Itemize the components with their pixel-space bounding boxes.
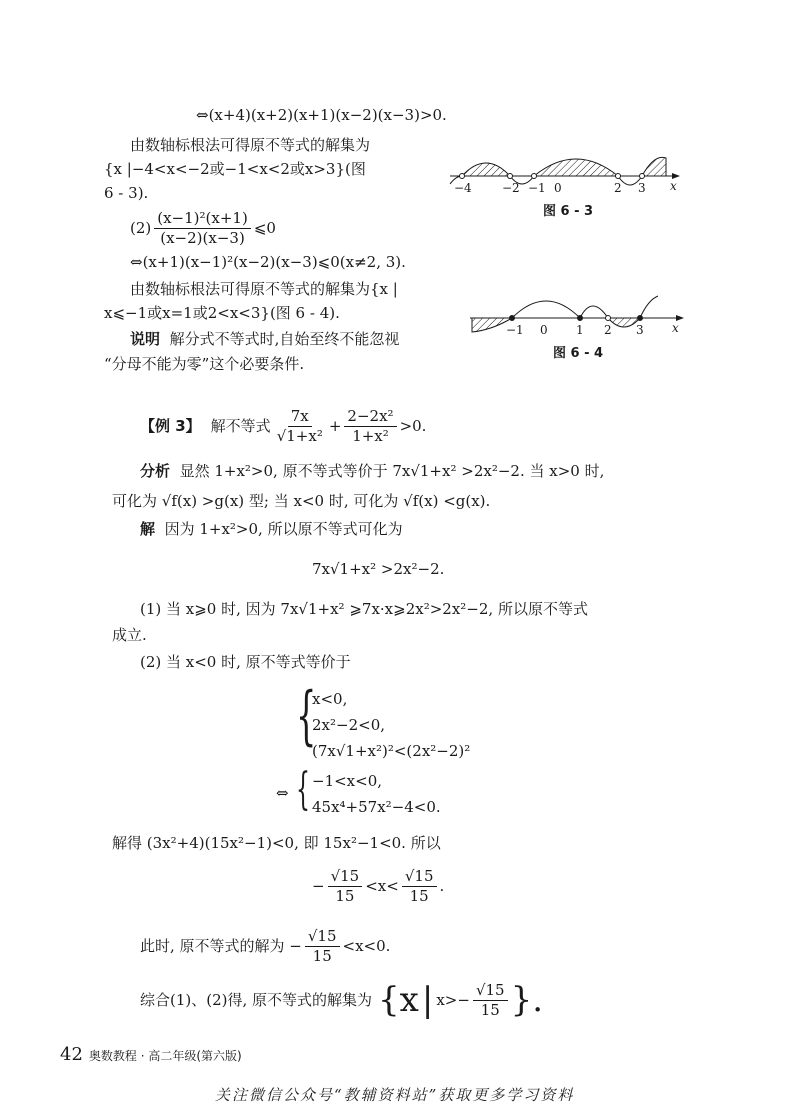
root-point [606,316,611,321]
figure-6-3 [448,148,688,198]
numerator: 2−2x² [344,408,396,427]
positive-region-hatch [534,159,618,176]
fraction [274,408,326,444]
tick-label: 3 [636,323,644,337]
figure-6-4 [468,290,693,340]
text-line: 6 - 3). [104,184,149,202]
figure-caption: 图 6 - 3 [543,204,594,219]
numerator: √15 [305,928,340,947]
curve-segment [640,296,658,318]
relation: <x<0. [342,937,391,955]
operator: + [328,417,342,435]
label: (2) [130,219,152,237]
text-line: “分母不能为零”这个必要条件. [104,355,305,373]
tick-label: 2 [604,323,612,337]
tick-label: −1 [506,323,524,337]
system-line: −1<x<0, [312,772,383,790]
fraction [154,210,251,246]
left-brace: { [296,679,317,753]
condition: x>− [436,991,470,1009]
curve-segment [580,306,608,318]
root-point [510,316,515,321]
numerator: √15 [473,982,508,1001]
root-point [578,316,583,321]
text-line: 由数轴标根法可得原不等式的解集为 [130,136,371,154]
analysis-text: 显然 1+x²>0, 原不等式等价于 7x√1+x² >2x²−2. 当 x>0 时, [179,462,605,480]
system-line: 45x⁴+57x²−4<0. [312,798,441,816]
analysis-line-1 [140,462,604,480]
denominator: 15 [335,886,355,905]
denominator: 15 [480,1000,500,1019]
period: . [439,877,445,895]
minus: − [312,877,325,895]
tick-label: 3 [638,181,646,195]
note-label: 说明 [130,330,161,348]
numerator: √15 [328,868,363,887]
numerator: (x−1)²(x+1) [154,210,251,229]
tick-label: −1 [528,181,546,195]
root-point [460,174,465,179]
tick-label: 1 [576,323,584,337]
system-line: x<0, [312,690,348,708]
root-point [616,174,621,179]
fraction [473,982,508,1018]
fraction [305,928,340,964]
root-point [532,174,537,179]
example-3-statement [140,408,426,444]
fraction [328,868,363,904]
fraction [344,408,396,444]
tick-label: −2 [502,181,520,195]
set-open: {x [378,980,419,1020]
denominator: (x−2)(x−3) [160,228,245,247]
set-bar: | [421,980,434,1020]
example-lead: 解不等式 [210,417,271,435]
case-2-line: (2) 当 x<0 时, 原不等式等价于 [140,653,351,671]
final-answer-line [140,982,543,1018]
equivalence-line-1: ⇔(x+4)(x+2)(x+1)(x−2)(x−3)>0. [196,106,447,124]
curve-segment [512,301,580,318]
relation: ⩽0 [253,219,276,237]
book-title: 奥数教程 · 高二年级(第六版) [88,1049,242,1063]
tick-label: 0 [554,181,562,195]
numerator: √15 [402,868,437,887]
display-equation: 7x√1+x² >2x²−2. [312,560,445,578]
denominator: 15 [312,946,332,965]
denominator: 1+x² [352,426,389,445]
watermark-text: 关注微信公众号“教辅资料站”获取更多学习资料 [215,1086,575,1104]
result-line: 解得 (3x²+4)(15x²−1)<0, 即 15x²−1<0. 所以 [112,834,441,852]
root-point [508,174,513,179]
axis-label: x [672,321,679,335]
tick-label: 2 [614,181,622,195]
tick-label: 0 [540,323,548,337]
positive-region-hatch [642,157,666,176]
set-close: }. [510,980,544,1020]
inequality-2 [130,210,276,246]
bound-inequality [312,868,444,904]
relation: >0. [399,417,427,435]
fraction [402,868,437,904]
note-line [130,330,399,348]
root-point [638,316,643,321]
denominator: 15 [409,886,429,905]
figure-caption: 图 6 - 4 [553,346,604,361]
relation: <x< [365,877,399,895]
solution-line-1 [140,520,403,538]
denominator: √1+x² [276,426,323,445]
page-number: 42 [60,1044,83,1065]
page-footer [60,1044,242,1066]
case-1-line: (1) 当 x⩾0 时, 因为 7x√1+x² ⩾7x·x⩾2x²>2x²−2, 所以原不等式 [140,600,588,618]
note-text: 解分式不等式时,自始至终不能忽视 [169,330,400,348]
iff-symbol: ⇔ [276,784,289,802]
example-label: 【例 3】 [140,417,201,435]
analysis-line-2: 可化为 √f(x) >g(x) 型; 当 x<0 时, 可化为 √f(x) <g(x). [112,492,491,510]
tick-label: −4 [454,181,472,195]
text-line: 由数轴标根法可得原不等式的解集为{x | [130,280,398,298]
system-line: 2x²−2<0, [312,716,386,734]
solution-label: 解 [140,520,156,538]
root-point [640,174,645,179]
analysis-label: 分析 [140,462,171,480]
case-1-line-end: 成立. [112,626,147,644]
system-line: (7x√1+x²)²<(2x²−2)² [312,742,471,760]
partial-solution-line [140,928,390,964]
lead-text: 此时, 原不等式的解为 − [140,937,302,955]
left-brace: { [296,764,310,815]
positive-region-hatch [462,163,510,176]
axis-label: x [670,179,677,193]
numerator: 7x [288,408,312,427]
solution-set-line: {x |−4<x<−2或−1<x<2或x>3}(图 [104,160,366,178]
solution-set-line: x⩽−1或x=1或2<x<3}(图 6 - 4). [104,304,340,322]
equivalence-line-2: ⇔(x+1)(x−1)²(x−2)(x−3)⩽0(x≠2, 3). [130,253,406,271]
lead-text: 综合(1)、(2)得, 原不等式的解集为 [140,991,373,1009]
solution-text: 因为 1+x²>0, 所以原不等式可化为 [164,520,403,538]
